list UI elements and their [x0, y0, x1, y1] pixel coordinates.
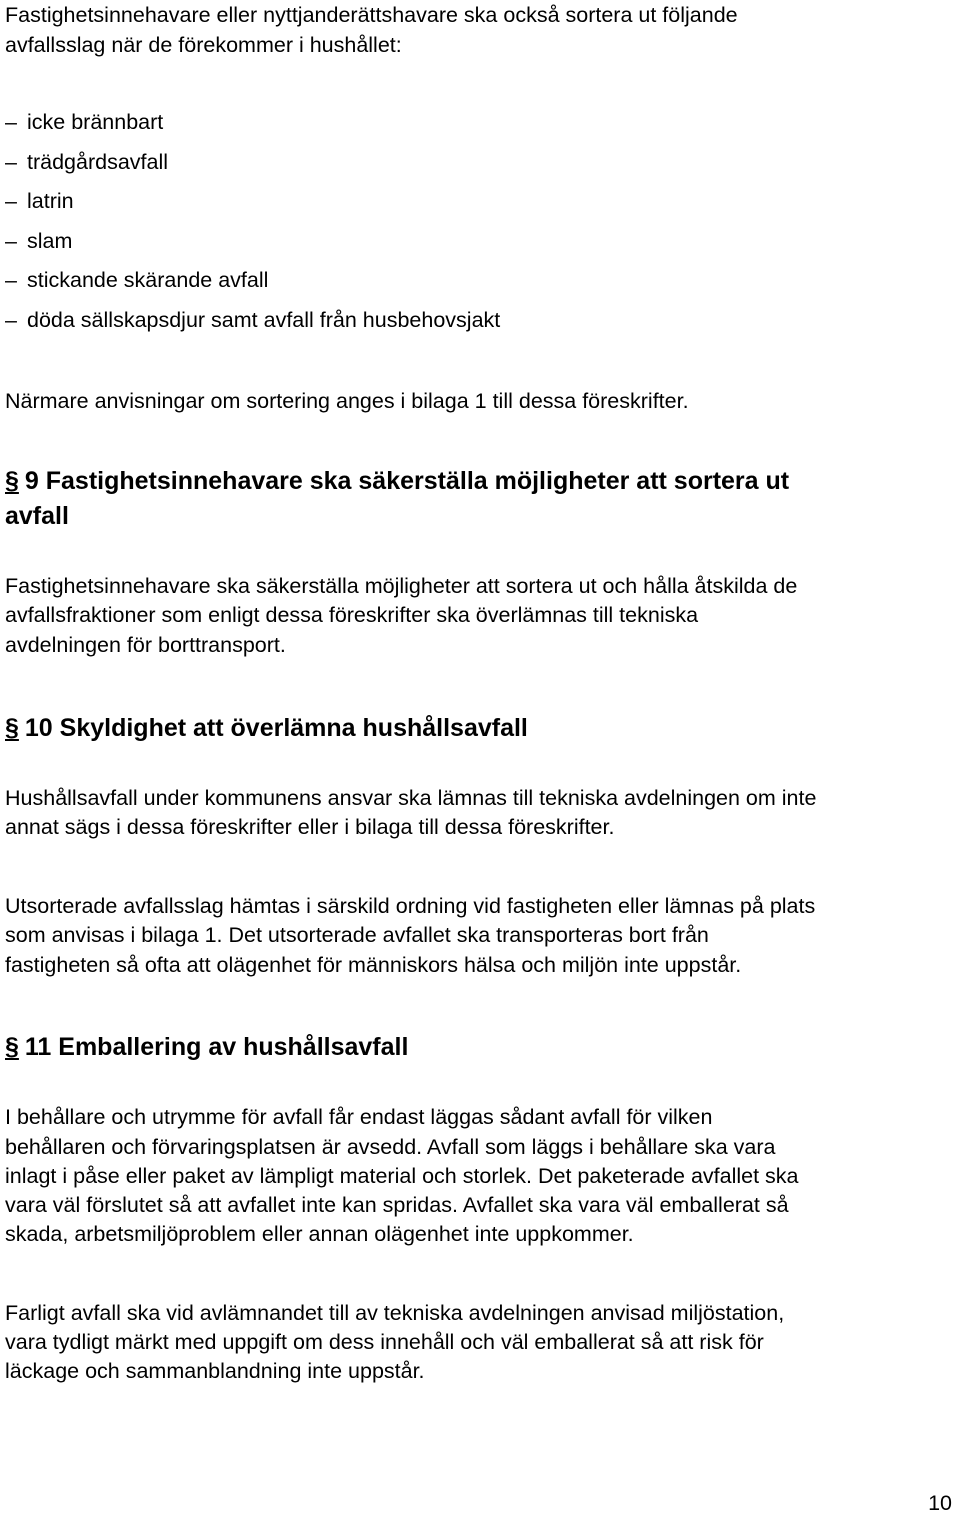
section-11-body-line: vara tydligt märkt med uppgift om dess innehåll och väl emballerat så att risk för — [5, 1330, 764, 1354]
section-11-body-line: Farligt avfall ska vid avlämnandet till av tekniska avdelningen anvisad miljöstation, — [5, 1301, 785, 1325]
dash-bullet: – — [5, 150, 17, 174]
section-11-body-line: I behållare och utrymme för avfall får endast läggas sådant avfall för vilken — [5, 1105, 713, 1129]
list-item: – latrin — [5, 187, 74, 216]
section-11-body-line: läckage och sammanblandning inte uppstår. — [5, 1359, 425, 1383]
section-10-body-line: Hushållsavfall under kommunens ansvar ska lämnas till tekniska avdelningen om inte — [5, 786, 817, 810]
section-11-body-line: vara väl förslutet så att avfallet inte kan spridas. Avfallet ska vara väl emballerat så — [5, 1193, 789, 1217]
dash-bullet: – — [5, 268, 17, 292]
section-9-heading: § 9 Fastighetsinnehavare ska säkerställa möjligheter att sortera ut — [5, 467, 790, 495]
section-symbol: § — [5, 714, 19, 742]
list-item: – slam — [5, 227, 72, 256]
section-9-body-line: Fastighetsinnehavare ska säkerställa möjligheter att sortera ut och hålla åtskilda de — [5, 574, 798, 598]
dash-bullet: – — [5, 308, 17, 332]
section-10-body-line: som anvisas i bilaga 1. Det utsorterade avfallet ska transporteras bort från — [5, 923, 709, 947]
section-symbol: § — [5, 467, 19, 495]
instructions-note: Närmare anvisningar om sortering anges i bilaga 1 till dessa föreskrifter. — [5, 389, 689, 413]
section-10-body-line: Utsorterade avfallsslag hämtas i särskild ordning vid fastigheten eller lämnas på plats — [5, 894, 816, 918]
page-number: 10 — [928, 1491, 952, 1515]
section-9-body-line: avdelningen för borttransport. — [5, 633, 286, 657]
section-9-body-line: avfallsfraktioner som enligt dessa föreskrifter ska överlämnas till tekniska — [5, 603, 699, 627]
dash-bullet: – — [5, 110, 17, 134]
section-9-heading-cont: avfall — [5, 502, 69, 530]
dash-bullet: – — [5, 229, 17, 253]
section-symbol: § — [5, 1033, 19, 1061]
list-item: – stickande skärande avfall — [5, 266, 268, 295]
list-item: – trädgårdsavfall — [5, 148, 168, 177]
section-10-heading: § 10 Skyldighet att överlämna hushållsavfall — [5, 714, 528, 742]
intro-line: Fastighetsinnehavare eller nyttjanderättshavare ska också sortera ut följande — [5, 3, 738, 27]
section-10-body-line: annat sägs i dessa föreskrifter eller i bilaga till dessa föreskrifter. — [5, 815, 615, 839]
intro-line: avfallsslag när de förekommer i hushållet: — [5, 33, 402, 57]
section-11-body-line: behållaren och förvaringsplatsen är avsedd. Avfall som läggs i behållare ska vara — [5, 1135, 776, 1159]
section-11-heading: § 11 Emballering av hushållsavfall — [5, 1033, 409, 1061]
section-11-body-line: skada, arbetsmiljöproblem eller annan olägenhet inte uppkommer. — [5, 1222, 634, 1246]
list-item: – döda sällskapsdjur samt avfall från husbehovsjakt — [5, 306, 500, 335]
section-11-body-line: inlagt i påse eller paket av lämpligt material och storlek. Det paketerade avfallet ska — [5, 1164, 799, 1188]
dash-bullet: – — [5, 189, 17, 213]
section-10-body-line: fastigheten så ofta att olägenhet för människors hälsa och miljön inte uppstår. — [5, 953, 742, 977]
list-item: – icke brännbart — [5, 108, 163, 137]
